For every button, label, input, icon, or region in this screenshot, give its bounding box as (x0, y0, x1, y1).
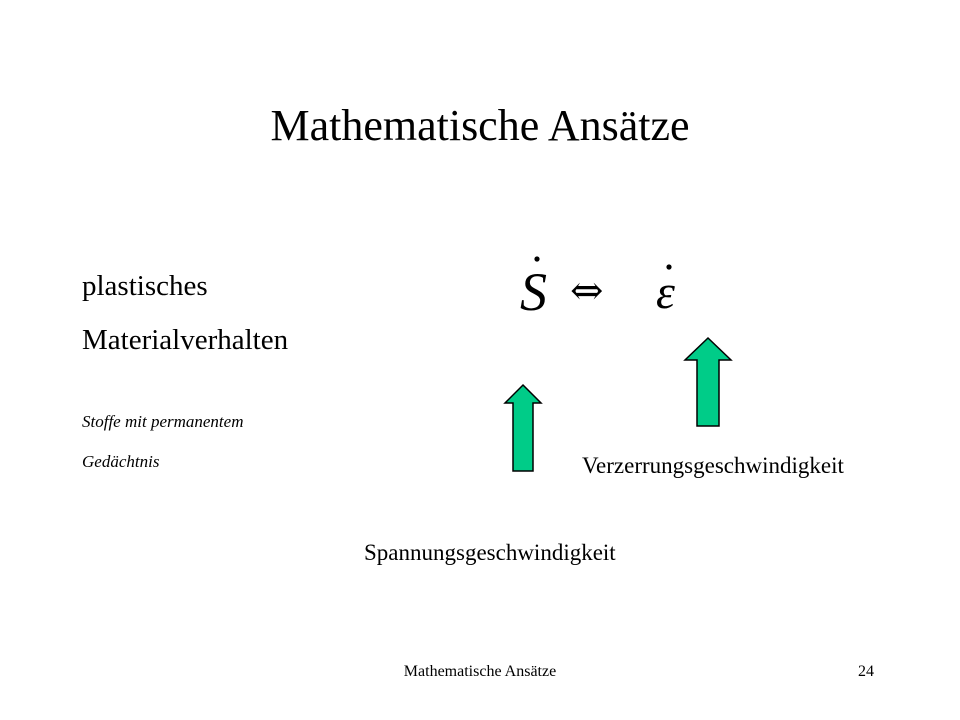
up-arrow-icon (683, 336, 733, 428)
equation-rhs: ε (656, 266, 675, 319)
strain-rate-label: Verzerrungsgeschwindigkeit (582, 453, 844, 478)
note-text-line-1: Stoffe mit permanentem (82, 412, 244, 431)
strain-arrow-shape (685, 338, 731, 426)
equation (500, 250, 710, 330)
body-text-line-1: plastisches (82, 270, 208, 302)
up-arrow-icon (503, 383, 543, 473)
note-text-line-2: Gedächtnis (82, 452, 160, 471)
s-dot (534, 256, 539, 261)
stress-arrow-shape (505, 385, 541, 471)
page-number: 24 (858, 663, 874, 680)
slide-title: Mathematische Ansätze (270, 101, 690, 150)
footer-title: Mathematische Ansätze (403, 663, 557, 680)
equation-relation: ⇔ (570, 268, 604, 314)
body-text-line-2: Materialverhalten (82, 324, 289, 356)
stress-rate-label: Spannungsgeschwindigkeit (364, 540, 616, 565)
equation-lhs: S (520, 262, 547, 322)
